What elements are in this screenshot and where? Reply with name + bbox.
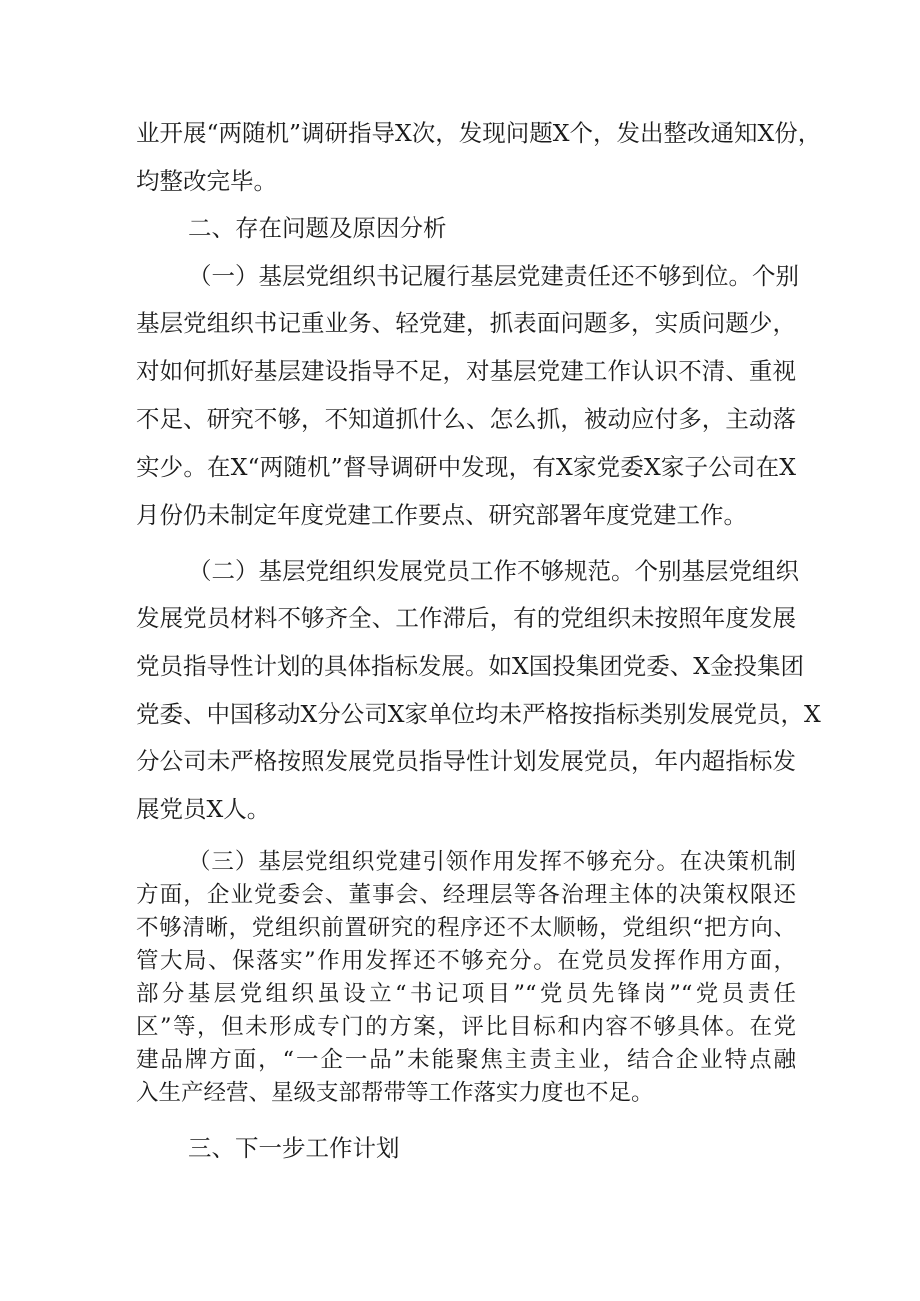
paragraph-line: 对如何抓好基层建设指导不足，对基层党建工作认识不清、重视 [136, 357, 796, 385]
paragraph-line: （一）基层党组织书记履行基层党建责任还不够到位。个别 [188, 262, 799, 290]
section-heading: 三、下一步工作计划 [188, 1134, 400, 1162]
paragraph-line: 区”等，但未形成专门的方案，评比目标和内容不够具体。在党 [136, 1014, 796, 1040]
paragraph-line: （二）基层党组织发展党员工作不够规范。个别基层党组织 [188, 557, 799, 585]
paragraph-line: 部分基层党组织虽设立“书记项目”“党员先锋岗”“党员责任 [136, 981, 796, 1007]
paragraph-line: 党委、中国移动X分公司X家单位均未严格按指标类别发展党员，X [136, 700, 821, 728]
paragraph-line: 实少。在X“两随机”督导调研中发现，有X家党委X家子公司在X [136, 453, 796, 481]
paragraph-line: 发展党员材料不够齐全、工作滞后，有的党组织未按照年度发展 [136, 604, 796, 632]
paragraph-line: 月份仍未制定年度党建工作要点、研究部署年度党建工作。 [136, 501, 747, 529]
paragraph-line: 业开展“两随机”调研指导X次，发现问题X个，发出整改通知X份， [136, 119, 822, 147]
paragraph-line: 不够清晰，党组织前置研究的程序还不太顺畅，党组织“把方向、 [136, 915, 796, 941]
paragraph-line: 分公司未严格按照发展党员指导性计划发展党员，年内超指标发 [136, 747, 796, 775]
section-heading: 二、存在问题及原因分析 [188, 214, 447, 242]
paragraph-line: 均整改完毕。 [136, 167, 277, 195]
paragraph-line: 方面，企业党委会、董事会、经理层等各治理主体的决策权限还 [136, 882, 796, 908]
paragraph-line: 展党员X人。 [136, 795, 271, 823]
paragraph-line: 不足、研究不够，不知道抓什么、怎么抓，被动应付多，主动落 [136, 405, 796, 433]
paragraph-line: 管大局、保落实”作用发挥还不够充分。在党员发挥作用方面， [136, 948, 796, 974]
paragraph-line: 党员指导性计划的具体指标发展。如X国投集团党委、X金投集团 [136, 652, 804, 680]
paragraph-line: 基层党组织书记重业务、轻党建，抓表面问题多，实质问题少， [136, 309, 796, 337]
paragraph-line: 入生产经营、星级支部帮带等工作落实力度也不足。 [136, 1080, 654, 1106]
paragraph-line: 建品牌方面，“一企一品”未能聚焦主责主业，结合企业特点融 [136, 1047, 796, 1073]
paragraph-line: （三）基层党组织党建引领作用发挥不够充分。在决策机制 [188, 849, 796, 875]
